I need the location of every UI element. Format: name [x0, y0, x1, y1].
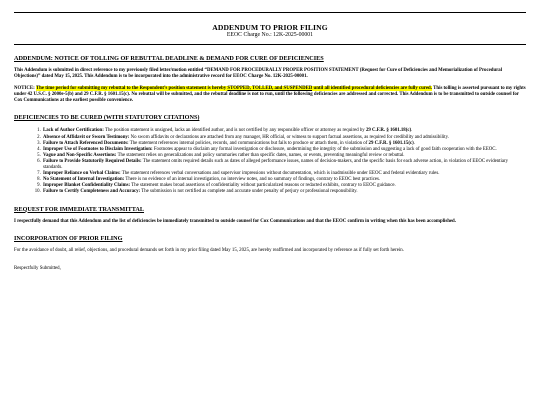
section-heading-addendum: ADDENDUM: NOTICE OF TOLLING OF REBUTTAL DEADLINE & DEMAND FOR CURE OF DEFICIENCIES: [14, 55, 324, 62]
deficiency-citation: 29 C.F.R. § 1601.18(c): [365, 128, 412, 134]
deficiency-list: [14, 128, 526, 195]
top-rule: [14, 12, 526, 13]
deficiency-item: [42, 159, 526, 171]
deficiency-label: Improper Use of Footnotes to Disclaim Investigation:: [43, 146, 153, 152]
notice-cure-text: until all identified procedural deficiencies are fully cured.: [313, 86, 432, 92]
section-heading-transmittal: REQUEST FOR IMMEDIATE TRANSMITTAL: [14, 205, 145, 213]
deficiency-text: The statement omits required details such as dates of alleged performance issues, names of decision-makers, and the specific basis for each adverse action, in violation of EEOC evidentiary standards.: [43, 158, 509, 171]
deficiency-label: Failure to Attach Referenced Documents:: [43, 140, 129, 146]
deficiency-label: No Statement of Internal Investigation:: [43, 177, 125, 183]
deficiency-label: Improper Reliance on Verbal Claims:: [43, 171, 121, 177]
closing-text: Respectfully Submitted,: [14, 265, 61, 271]
charge-number: EEOC Charge No.: 12K-2025-00001: [226, 32, 314, 38]
notice-label: NOTICE:: [14, 86, 35, 92]
deficiency-text: Footnotes appear to disclaim any formal investigation or disclosure, undermining the integrity of the submission and suggesting a lack of good faith cooperation with the EEOC.: [153, 146, 497, 152]
deficiency-text: No sworn affidavits or declarations are attached from any manager, HR official, or witness to support factual assertions, as required for credibility and admissibility.: [130, 134, 449, 140]
section-heading-incorporation: INCORPORATION OF PRIOR FILING: [14, 234, 123, 242]
document-page: [14, 12, 526, 272]
deficiency-citation: 29 C.F.R. § 1601.15(c): [368, 140, 414, 146]
document-title: ADDENDUM TO PRIOR FILING: [212, 23, 328, 32]
deficiency-text: There is no evidence of an internal investigation, no interview notes, and no summary of findings, contrary to EEOC best practices.: [125, 177, 381, 183]
deficiency-label: Lack of Author Certification:: [43, 128, 104, 134]
deficiency-label: Vague and Non-Specific Assertions:: [43, 152, 117, 158]
deficiency-text: The position statement is unsigned, lacks an identified author, and is not certified by any responsible officer or attorney as required by: [104, 128, 365, 134]
deficiency-label: Failure to Certify Completeness and Accuracy:: [43, 189, 141, 195]
deficiency-label: Absence of Affidavit or Sworn Testimony:: [43, 134, 130, 140]
section-heading-deficiencies: DEFICIENCIES TO BE CURED (WITH STATUTORY CITATIONS): [14, 114, 200, 122]
deficiency-label: Failure to Provide Statutorily Required Details:: [43, 158, 142, 164]
notice-paragraph: [14, 86, 526, 104]
deficiency-end: .: [413, 140, 415, 146]
deficiency-text: The statement makes broad assertions of confidentiality without particularized reasons or redacted exhibits, contrary to EEOC guidance.: [131, 183, 396, 189]
incorporation-paragraph: For the avoidance of doubt, all relief, objections, and procedural demands set forth in my prior filing dated May 15, 2025, are hereby reaffirmed and incorporated by reference as if fully set forth herein.: [14, 247, 404, 253]
transmittal-paragraph: I respectfully demand that this Addendum and the list of deficiencies be immediately transmitted to outside counsel for Cox Communications and that the EEOC confirm in writing when this has been accomplished.: [14, 218, 456, 224]
deficiency-text: The submission is not certified as complete and accurate under penalty of perjury or professional responsibility.: [141, 189, 358, 195]
addendum-intro-paragraph: This Addendum is submitted in direct reference to my previously filed letter/motion entitled “DEMAND FOR PROCEDURALLY PROPER POSITION STATEMENT (Request for Cure of Deficiencies and Memorialization of Procedural Objections)” dated May 15, 2025. This Addendum is to be incorporated into the administrative record for EEOC Charge No. 12K-2025-00001.: [14, 68, 503, 80]
deficiency-text: The statement references internal policies, records, and communications but fails to produce or attach them, in violation of: [129, 140, 368, 146]
deficiency-text: The statement references verbal conversations and supervisor impressions without documentation, which is inadmissible under EEOC and federal evidentiary rules.: [121, 171, 440, 177]
notice-tolling-text: This tolling is asserted pursuant to my rights under 42 U.S.C. § 2000e-5(b) and 29 C.F.R. § 1601.15(c). No rebuttal will be submitted, and the rebuttal deadline is not to run, until the following deficiencies are addressed and corrected. This Addendum is to be transmitted to outside counsel for Cox Communications at the earliest possible convenience.: [14, 86, 526, 104]
deficiency-text: The statement relies on generalizations and policy summaries rather than specific dates, names, or events, preventing meaningful review or rebuttal.: [117, 152, 405, 158]
notice-highlight-text: The time period for submitting my rebuttal to the Respondent’s position statement is hereby: [35, 86, 227, 92]
deficiency-label: Improper Blanket Confidentiality Claims:: [43, 183, 131, 189]
notice-tolled-phrase: STOPPED, TOLLED, and SUSPENDED: [227, 86, 313, 92]
deficiency-end: .: [411, 128, 413, 134]
